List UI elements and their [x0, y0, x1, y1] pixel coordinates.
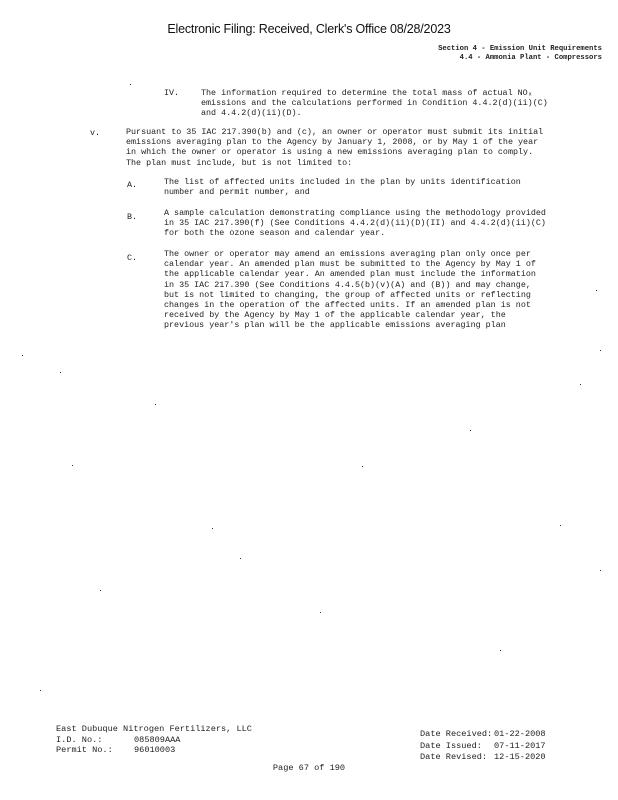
- sub-a-text: [164, 177, 521, 197]
- text-line: for both the ozone season and calendar year.: [164, 228, 386, 239]
- subsection-title: 4.4 - Ammonia Plant - Compressors: [459, 54, 602, 62]
- text-line: in which the owner or operator is using a new emissions averaging plan to comply.: [126, 147, 534, 158]
- text-line: changes in the operation of the affected units. If an amended plan is not: [164, 300, 531, 311]
- date-received: [420, 729, 546, 741]
- sub-c-label: C.: [127, 253, 138, 263]
- date-issued: [420, 741, 546, 753]
- footer-dates: [420, 729, 546, 764]
- text-line: received by the Agency by May 1 of the applicable calendar year, the: [164, 310, 506, 321]
- received-value: 01-22-2008: [494, 729, 546, 739]
- issued-value: 07-11-2017: [494, 740, 546, 751]
- text-line: in 35 IAC 217.390 (See Conditions 4.4.5(b)(v)(A) and (B)) and may change,: [164, 279, 531, 290]
- revised-label: Date Revised:: [420, 752, 488, 762]
- text-line: and 4.4.2(d)(ii)(D).: [201, 108, 302, 119]
- permit-label: Permit No.:: [56, 745, 113, 755]
- item-iv-label: IV.: [164, 88, 180, 98]
- footer-facility-info: [56, 724, 252, 756]
- text-line: emissions and the calculations performed in Condition 4.4.2(d)(ii)(C): [201, 98, 548, 109]
- text-line: A sample calculation demonstrating compliance using the methodology provided: [164, 208, 546, 218]
- text-line: emissions averaging plan to the Agency by January 1, 2008, or by May 1 of the year: [126, 137, 539, 148]
- text-line: number and permit number, and: [164, 187, 310, 198]
- text-line: calendar year. An amended plan must be submitted to the Agency by May 1 of: [164, 259, 536, 270]
- id-value: 085809AAA: [134, 734, 181, 745]
- date-revised: [420, 752, 546, 764]
- sub-b-label: B.: [127, 212, 138, 222]
- text-line: The list of affected units included in the plan by units identification: [164, 177, 521, 187]
- company-name: East Dubuque Nitrogen Fertilizers, LLC: [56, 724, 252, 734]
- text-line: The information required to determine the total mass of actual NOₓ: [201, 88, 533, 98]
- revised-value: 12-15-2020: [494, 752, 546, 762]
- text-line: previous year's plan will be the applicable emissions averaging plan: [164, 320, 506, 331]
- sub-c-text: [164, 249, 536, 331]
- text-line: the applicable calendar year. An amended plan must include the information: [164, 269, 536, 280]
- text-line: The owner or operator may amend an emissions averaging plan only once per: [164, 249, 531, 259]
- text-line: The plan must include, but is not limited to:: [126, 157, 353, 168]
- item-iv-text: [201, 88, 548, 119]
- received-label: Date Received:: [420, 729, 493, 739]
- text-line: Pursuant to 35 IAC 217.390(b) and (c), an owner or operator must submit its initial: [126, 127, 544, 137]
- section-title: Section 4 - Emission Unit Requirements: [438, 45, 602, 53]
- item-v-label: v.: [90, 128, 101, 138]
- sub-b-text: [164, 208, 546, 239]
- sub-a-label: A.: [127, 180, 138, 190]
- id-number: [56, 735, 252, 746]
- page-number: Page 67 of 190: [272, 763, 346, 773]
- item-v-text: [126, 127, 543, 168]
- text-line: in 35 IAC 217.390(f) (See Conditions 4.4.2(d)(ii)(D)(II) and 4.4.2(d)(ii)(C): [164, 218, 546, 229]
- id-label: I.D. No.:: [56, 734, 103, 745]
- electronic-filing-stamp: Electronic Filing: Received, Clerk's Office 08/28/2023: [167, 22, 451, 36]
- section-header: [438, 45, 602, 63]
- permit-number: [56, 745, 252, 756]
- issued-label: Date Issued:: [420, 740, 482, 751]
- text-line: but is not limited to changing, the group of affected units or reflecting: [164, 289, 531, 300]
- permit-value: 96010003: [134, 745, 176, 755]
